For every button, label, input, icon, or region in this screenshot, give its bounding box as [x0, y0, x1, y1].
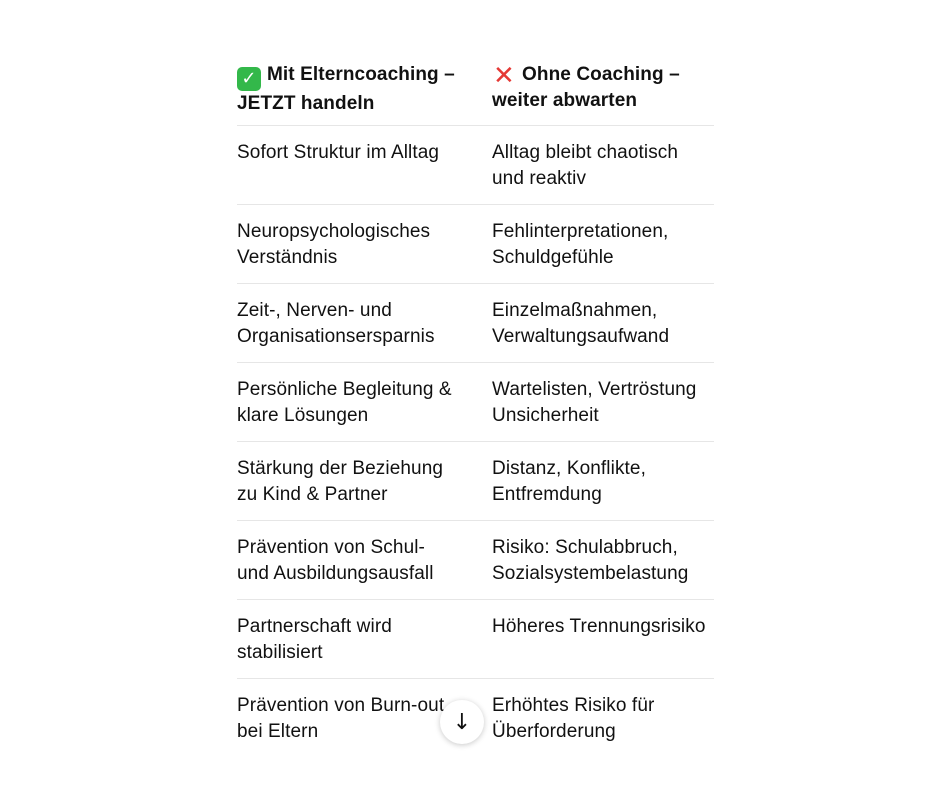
- scroll-down-button[interactable]: [440, 700, 484, 744]
- with-coaching-cell: Zeit-, Nerven- und Organisationsersparnis: [237, 300, 435, 347]
- with-coaching-cell: Neuropsychologisches Verständnis: [237, 221, 431, 268]
- with-coaching-cell: Stärkung der Beziehung zu Kind & Partner: [237, 458, 444, 505]
- with-coaching-cell: Prävention von Burn-out bei Eltern: [237, 695, 445, 742]
- with-coaching-cell: Sofort Struktur im Alltag: [237, 142, 440, 163]
- table-row: [237, 600, 714, 679]
- without-coaching-cell: Fehlinterpretationen, Schuldgefühle: [492, 221, 669, 268]
- with-coaching-cell: Persönliche Begleitung & klare Lösungen: [237, 379, 452, 426]
- header-with-coaching: [237, 62, 492, 117]
- table-row: [237, 521, 714, 600]
- without-coaching-cell: Höheres Trennungsrisiko: [492, 616, 706, 637]
- table-row: [237, 442, 714, 521]
- arrow-down-icon: ↓: [452, 709, 472, 735]
- without-coaching-cell: Wartelisten, Vertröstung Unsicherheit: [492, 379, 697, 426]
- without-coaching-cell: Erhöhtes Risiko für Überforderung: [492, 695, 655, 742]
- table-header-row: [237, 60, 714, 126]
- table-row: [237, 126, 714, 205]
- comparison-table: [237, 60, 714, 760]
- with-coaching-cell: Prävention von Schul- und Ausbildungsausfall: [237, 537, 434, 584]
- check-mark-button-icon: ✓: [237, 67, 261, 91]
- header-with-coaching-label: Mit Elterncoaching – JETZT handeln: [237, 64, 455, 114]
- table-row: [237, 205, 714, 284]
- header-without-coaching: [492, 62, 714, 114]
- without-coaching-cell: Risiko: Schulabbruch, Sozialsystembelastung: [492, 537, 689, 584]
- without-coaching-cell: Einzelmaßnahmen, Verwaltungsaufwand: [492, 300, 670, 347]
- header-without-coaching-label: Ohne Coaching – weiter abwarten: [492, 64, 680, 111]
- table-row: [237, 363, 714, 442]
- cross-mark-icon: ✕: [493, 62, 515, 91]
- with-coaching-cell: Partnerschaft wird stabilisiert: [237, 616, 392, 663]
- table-row: [237, 284, 714, 363]
- without-coaching-cell: Distanz, Konflikte, Entfremdung: [492, 458, 646, 505]
- without-coaching-cell: Alltag bleibt chaotisch und reaktiv: [492, 142, 679, 189]
